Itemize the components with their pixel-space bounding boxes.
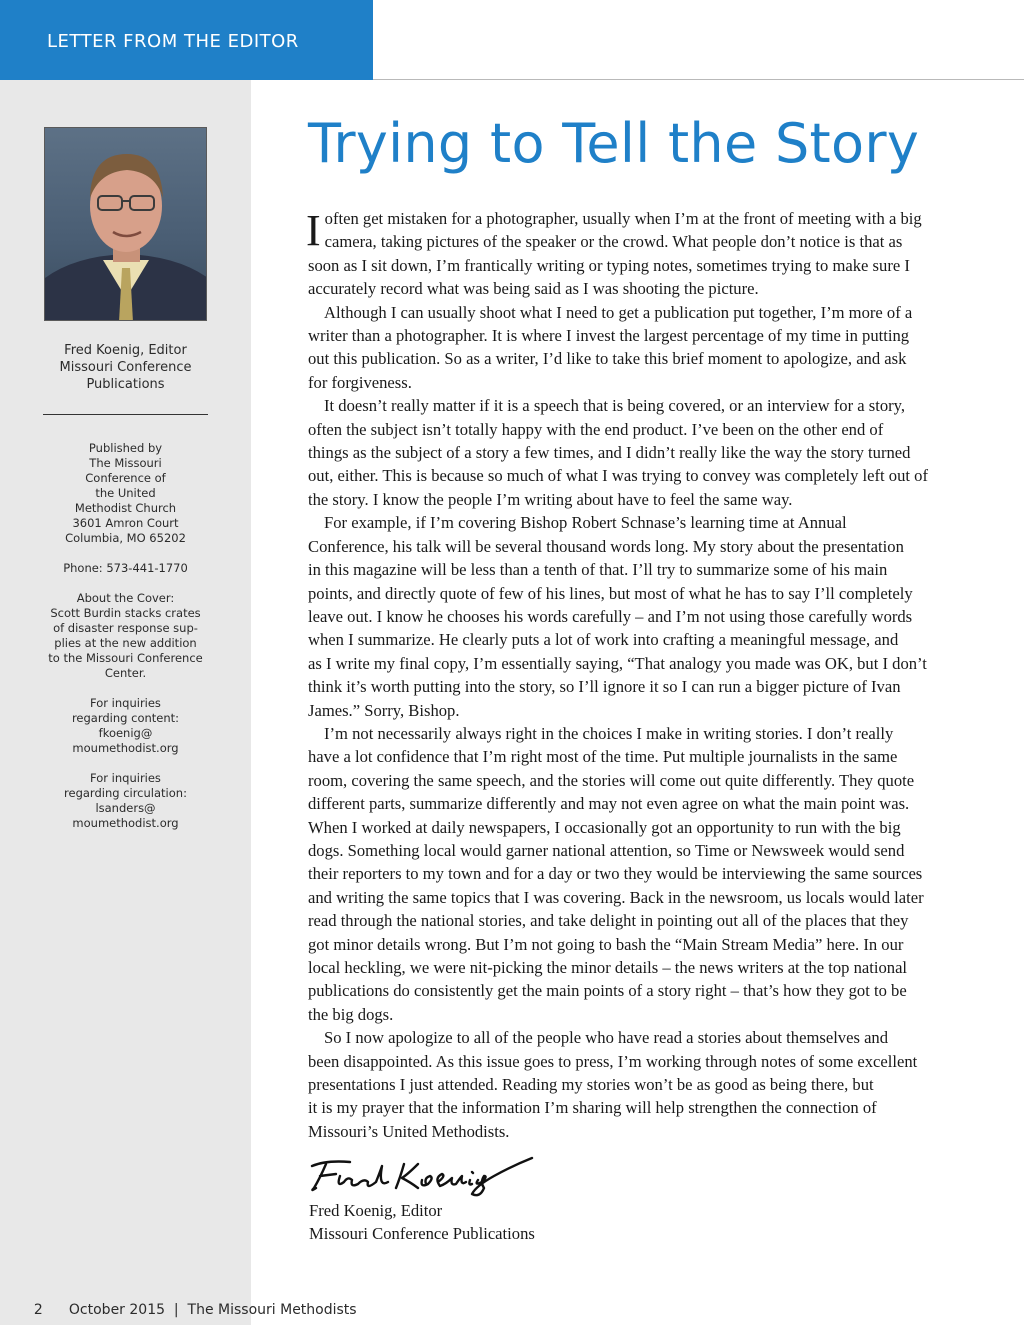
body-line: have a lot confidence that I’m right most of the time. Put multiple journalists in the same (308, 747, 898, 767)
about-cover-line: About the Cover: (76, 591, 175, 605)
body-line: things as the subject of a story a few times, and I didn’t really like the way the story turned (308, 443, 911, 463)
body-line: I’m not necessarily always right in the choices I make in writing stories. I don’t really (324, 723, 894, 743)
content-inquiries-line: regarding content: (71, 711, 180, 725)
editor-credit-line: Publications (86, 377, 165, 392)
published-by-line: Columbia, MO 65202 (65, 531, 186, 545)
content-inquiries-email[interactable]: fkoenig@ (98, 726, 153, 740)
header-rule (373, 79, 1024, 80)
body-line: publications do consistently get the main points of a story right – that’s how they got to be (308, 981, 907, 1001)
body-line: James.” Sorry, Bishop. (308, 700, 460, 720)
body-line: room, covering the same speech, and the stories will come out quite differently. They quote (308, 770, 915, 790)
body-line: presentations I just attended. Reading my stories won’t be as good as being there, but (308, 1075, 874, 1095)
body-line: It doesn’t really matter if it is a speech that is being covered, or an interview for a story, (324, 396, 906, 416)
body-line: been disappointed. As this issue goes to press, I’m working through notes of some excellent (308, 1051, 918, 1071)
about-cover-line: of disaster response sup- (53, 621, 198, 635)
article-body (308, 207, 968, 1143)
content-inquiries-email[interactable]: moumethodist.org (72, 741, 179, 755)
body-line: soon as I sit down, I’m frantically writing or typing notes, sometimes trying to make sure I (308, 255, 910, 275)
circulation-inquiries-line: For inquiries (90, 771, 161, 785)
paragraph-1 (308, 207, 968, 301)
body-line: for forgiveness. (308, 372, 412, 392)
about-cover-line: plies at the new addition (54, 636, 197, 650)
section-label: LETTER FROM THE EDITOR (0, 0, 373, 80)
body-line: read through the national stories, and take delight in pointing out all of the places that they (308, 911, 909, 931)
published-by-line: 3601 Amron Court (72, 516, 179, 530)
about-cover-line: to the Missouri Conference (48, 651, 203, 665)
body-line: Although I can usually shoot what I need to get a publication put together, I’m more of a (324, 302, 913, 322)
editor-portrait-icon (44, 127, 207, 321)
paragraph-2 (308, 301, 968, 395)
editor-credit-line: Fred Koenig, Editor (64, 343, 187, 358)
body-line: For example, if I’m covering Bishop Robert Schnase’s learning time at Annual (324, 513, 847, 533)
body-line: different parts, summarize differently and may not even agree on what the main point was. (308, 794, 910, 814)
article-title: Trying to Tell the Story (308, 112, 920, 175)
published-by-line: Conference of (85, 471, 166, 485)
page-footer (25, 1286, 357, 1318)
body-line: Missouri’s United Methodists. (308, 1121, 510, 1141)
body-line: accurately record what was being said as I was shooting the picture. (308, 279, 759, 299)
editor-signature (306, 1152, 538, 1202)
about-cover-line: Scott Burdin stacks crates (50, 606, 201, 620)
body-line: their reporters to my town and for a day or two they would be interviewing the same sources (308, 864, 923, 884)
published-by-line: The Missouri (89, 456, 162, 470)
page-number: 2 (33, 1302, 43, 1318)
phone-number: Phone: 573-441-1770 (63, 561, 188, 575)
circulation-inquiries-email[interactable]: lsanders@ (95, 801, 156, 815)
issue-info: October 2015 | The Missouri Methodists (68, 1302, 357, 1318)
body-line: Conference, his talk will be several thousand words long. My story about the presentation (308, 536, 904, 556)
body-line: local heckling, we were nit-picking the minor details – the news writers at the top national (308, 958, 908, 977)
body-line: leave out. I know he chooses his words carefully – and I’m not using those carefully words (308, 606, 913, 626)
body-line: camera, taking pictures of the speaker or the crowd. What people don’t notice is that as (324, 232, 903, 252)
body-line: when I summarize. He clearly puts a lot of work into crafting a meaningful message, and (308, 630, 899, 650)
body-line: it is my prayer that the information I’m sharing will help strengthen the connection of (308, 1098, 877, 1118)
body-line: in this magazine will be less than a tenth of that. I’ll try to summarize some of his main (308, 560, 888, 580)
signoff-name: Fred Koenig, Editor (309, 1201, 443, 1220)
body-line: think it’s worth putting into the story, so I’ll ignore it so I can run a bigger picture of Ivan (308, 677, 901, 697)
published-by-line: the United (95, 486, 156, 500)
editor-credit-line: Missouri Conference (59, 360, 192, 375)
about-cover-line: Center. (104, 666, 147, 680)
body-line: the story. I know the people I’m writing about have to feel the same way. (308, 489, 793, 509)
paragraph-5 (308, 722, 968, 1026)
signoff (309, 1199, 535, 1246)
body-line: got minor details wrong. But I’m not going to bash the “Main Stream Media” here. In our (308, 934, 904, 954)
body-line: dogs. Something local would garner national attention, so Time or Newsweek would send (308, 840, 905, 860)
body-line: often get mistaken for a photographer, usually when I’m at the front of meeting with a big (324, 209, 922, 228)
published-by-line: Published by (88, 441, 163, 455)
body-line: often the subject isn’t totally happy with the end product. I’ve been on the other end of (308, 419, 884, 439)
body-line: out, either. This is because so much of what I was trying to convey was completely left out of (308, 466, 928, 486)
published-by-line: Methodist Church (74, 501, 177, 515)
circulation-inquiries-line: regarding circulation: (64, 786, 187, 800)
content-inquiries-line: For inquiries (90, 696, 161, 710)
body-line: points, and directly quote of few of his lines, but most of what he has to say I’ll completely (308, 583, 913, 603)
body-line: as I write my final copy, I’m essentially saying, “That analogy you made was OK, but I don’t (308, 653, 927, 673)
paragraph-3 (308, 394, 968, 511)
circulation-inquiries-email[interactable]: moumethodist.org (72, 816, 179, 830)
body-line: the big dogs. (308, 1004, 394, 1024)
body-line: So I now apologize to all of the people who have read a stories about themselves and (324, 1028, 889, 1048)
editor-credit (0, 342, 251, 393)
body-line: writer than a photographer. It is where I invest the largest percentage of my time in putting (308, 326, 910, 346)
paragraph-4 (308, 511, 968, 722)
drop-cap: I (306, 206, 321, 255)
publication-info (0, 441, 251, 831)
sidebar-divider (43, 414, 208, 415)
body-line: and writing the same topics that I was covering. Back in the newsroom, us locals would later (308, 887, 924, 907)
signoff-title: Missouri Conference Publications (309, 1224, 535, 1244)
body-line: When I worked at daily newspapers, I occasionally got an opportunity to run with the big (308, 817, 901, 837)
paragraph-6 (308, 1026, 968, 1143)
body-line: out this publication. So as a writer, I’d like to take this brief moment to apologize, and ask (308, 349, 907, 369)
